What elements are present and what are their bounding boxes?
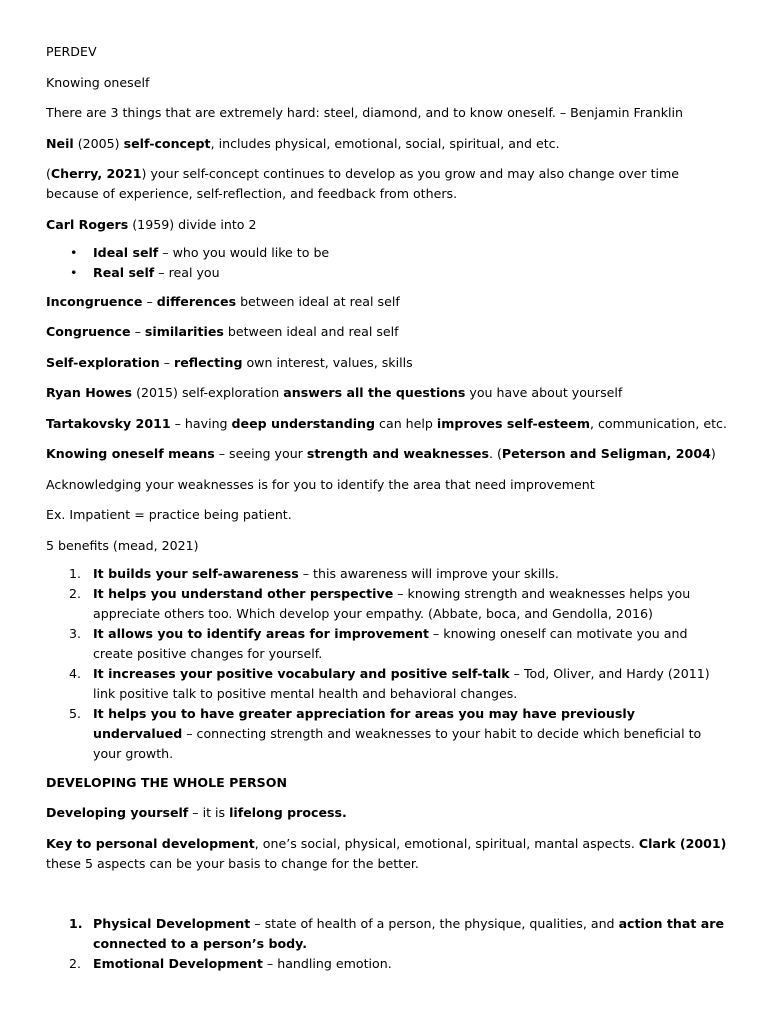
tartakovsky-tail: , communication, etc. <box>589 415 727 431</box>
blank-line <box>46 884 728 914</box>
list-item <box>46 914 728 954</box>
key-text: , one’s social, physical, emotional, spiritual, mantal aspects. <box>254 835 639 851</box>
list-number: 1. <box>69 565 82 581</box>
self-types-list <box>46 243 728 283</box>
franklin-quote: There are 3 things that are extremely hard: steel, diamond, and to know oneself. – Benjamin Franklin <box>46 105 683 120</box>
list-item <box>46 564 728 584</box>
bullet-icon: • <box>70 264 78 280</box>
list-item-text: – who you would like to be <box>158 244 330 260</box>
list-item-text: – this awareness will improve your skills. <box>298 565 559 581</box>
list-number: 5. <box>69 705 82 721</box>
howes-key: answers all the questions <box>283 385 466 400</box>
list-item-term: It allows you to identify areas for improvement <box>93 625 429 641</box>
congruence-paragraph <box>46 322 728 342</box>
tartakovsky-mid: can help <box>375 415 437 431</box>
dash-text: – <box>130 324 145 339</box>
knowing-mid: . ( <box>488 446 502 461</box>
howes-text: (2015) self-exploration <box>132 385 284 400</box>
list-item-term: Real self <box>93 264 155 280</box>
developing-text: – it is <box>188 805 230 820</box>
list-item-term: It helps you understand other perspective <box>93 585 394 601</box>
key-term: Key to personal development <box>46 835 255 851</box>
cherry-text: ) your self-concept continues to develop as you grow and may also change over time because of experience, self-reflection, and feedback from others. <box>46 166 680 201</box>
list-number: 2. <box>69 585 82 601</box>
incongruence-term: Incongruence <box>46 293 143 309</box>
list-number: 4. <box>69 665 82 681</box>
neil-term: self-concept <box>123 135 211 151</box>
list-item-term: It helps you to have greater appreciation for areas you may have previously undervalued <box>93 705 635 741</box>
knowing-tail: ) <box>710 446 716 461</box>
congruence-key: similarities <box>144 324 224 339</box>
cherry-open: ( <box>46 166 51 181</box>
tartakovsky-paragraph <box>46 414 728 434</box>
list-item-emphasis: action that are connected to a person’s body. <box>93 916 725 951</box>
doc-header: PERDEV <box>46 44 97 59</box>
knowing-term: Knowing oneself means <box>46 446 215 461</box>
benefits-list <box>46 564 728 764</box>
list-item <box>46 584 728 624</box>
doc-topic: Knowing oneself <box>46 74 150 90</box>
exploration-term: Self-exploration <box>46 354 160 370</box>
cherry-cite: Cherry, 2021 <box>50 166 142 181</box>
acknowledging-paragraph: Acknowledging your weaknesses is for you to identify the area that need improvement <box>46 476 595 492</box>
example-paragraph: Ex. Impatient = practice being patient. <box>46 507 292 522</box>
list-item-text: – knowing oneself can motivate you and create positive changes for yourself. <box>93 625 688 661</box>
neil-text: , includes physical, emotional, social, spiritual, and etc. <box>210 135 560 151</box>
howes-tail: you have about yourself <box>465 385 623 400</box>
knowing-cite: Peterson and Seligman, 2004 <box>501 446 711 461</box>
list-item-term: Ideal self <box>93 244 159 260</box>
benefits-heading: 5 benefits (mead, 2021) <box>46 537 199 553</box>
developing-term: Developing yourself <box>46 805 189 820</box>
exploration-key: reflecting <box>174 354 243 370</box>
cherry-paragraph <box>46 164 728 204</box>
list-item <box>46 954 728 974</box>
rogers-text: (1959) divide into 2 <box>128 216 257 232</box>
aspects-list <box>46 914 728 974</box>
exploration-text: own interest, values, skills <box>242 354 413 370</box>
howes-name: Ryan Howes <box>46 385 133 400</box>
neil-year: (2005) <box>73 135 124 151</box>
rogers-name: Carl Rogers <box>46 216 129 232</box>
list-item-text: – real you <box>154 264 220 280</box>
list-item <box>46 263 728 283</box>
knowing-paragraph <box>46 444 728 464</box>
tartakovsky-key: deep understanding <box>231 415 376 431</box>
tartakovsky-key2: improves self-esteem <box>436 415 590 431</box>
exploration-paragraph <box>46 353 728 373</box>
list-item-text: – Tod, Oliver, and Hardy (2011) link positive talk to positive mental health and behavioral changes. <box>93 665 710 701</box>
list-item-term: Emotional Development <box>93 956 263 971</box>
list-number: 2. <box>69 956 82 971</box>
incongruence-text: between ideal at real self <box>236 293 400 309</box>
list-item-term: It increases your positive vocabulary and positive self-talk <box>93 665 510 681</box>
congruence-text: between ideal and real self <box>223 324 399 339</box>
list-item-term: Physical Development <box>93 916 251 931</box>
list-item <box>46 624 728 664</box>
key-paragraph <box>46 834 728 874</box>
knowing-text: – seeing your <box>214 446 307 461</box>
list-item-text: – knowing strength and weaknesses helps you appreciate others too. Which develop your empathy. (Abbate, boca, and Gendolla, 2016) <box>93 585 691 621</box>
bullet-icon: • <box>70 244 78 260</box>
rogers-paragraph <box>46 215 728 235</box>
list-number: 1. <box>69 916 83 931</box>
developing-paragraph <box>46 803 728 823</box>
list-item-text: – handling emotion. <box>262 956 392 971</box>
key-tail: these 5 aspects can be your basis to change for the better. <box>46 855 419 871</box>
list-item-text: – state of health of a person, the physique, qualities, and <box>250 916 619 931</box>
neil-paragraph <box>46 134 728 154</box>
tartakovsky-name: Tartakovsky 2011 <box>46 415 171 431</box>
list-item <box>46 243 728 263</box>
tartakovsky-text: – having <box>170 415 232 431</box>
neil-name: Neil <box>46 135 74 151</box>
dash-text: – <box>142 293 157 309</box>
howes-paragraph <box>46 383 728 403</box>
key-cite: Clark (2001) <box>638 835 727 851</box>
whole-person-heading: DEVELOPING THE WHOLE PERSON <box>46 774 287 790</box>
incongruence-paragraph <box>46 292 728 312</box>
knowing-key: strength and weaknesses <box>306 446 489 461</box>
congruence-term: Congruence <box>46 324 131 339</box>
list-item <box>46 704 728 764</box>
list-item-text: – connecting strength and weaknesses to your habit to decide which beneficial to your growth. <box>93 725 702 761</box>
list-item <box>46 664 728 704</box>
dash-text: – <box>159 354 175 370</box>
section-heading <box>46 773 728 793</box>
developing-key: lifelong process. <box>229 805 347 820</box>
incongruence-key: differences <box>156 293 237 309</box>
list-item-term: It builds your self-awareness <box>93 565 299 581</box>
list-number: 3. <box>69 625 82 641</box>
